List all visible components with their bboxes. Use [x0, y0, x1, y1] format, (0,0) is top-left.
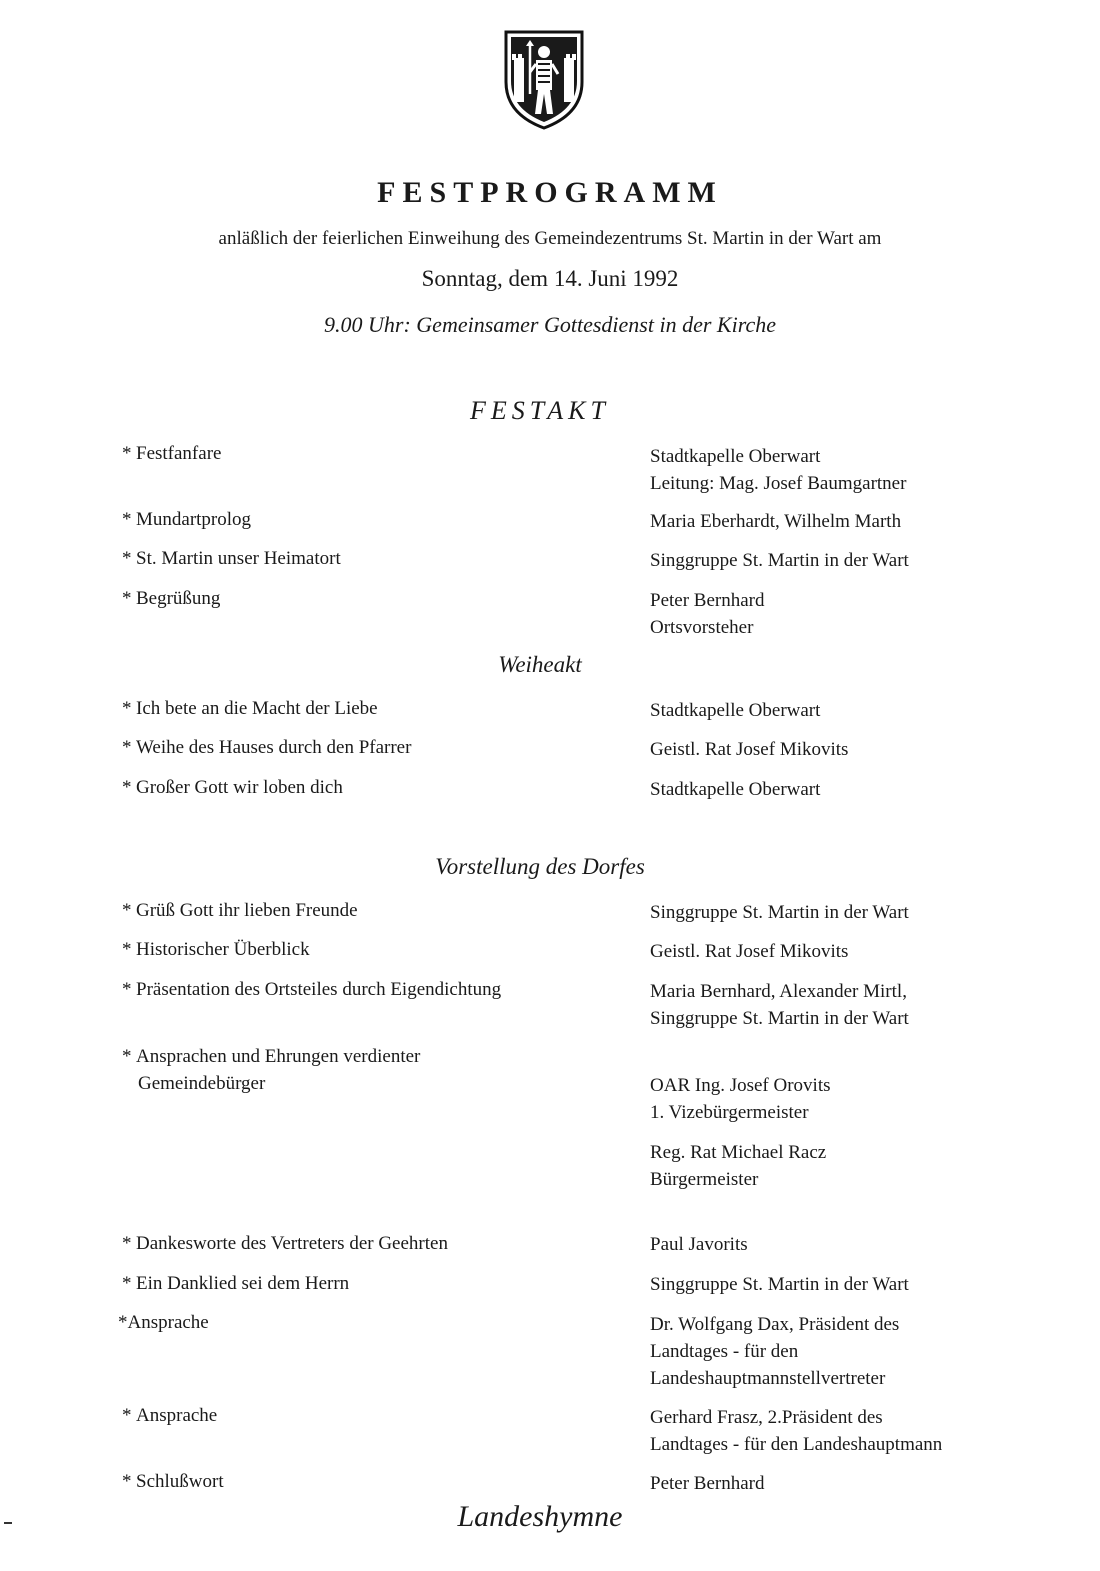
- section-heading-weiheakt: Weiheakt: [498, 652, 582, 677]
- performer: Stadtkapelle Oberwart: [650, 779, 821, 800]
- bullet-marker: *: [122, 1273, 132, 1294]
- performer: Geistl. Rat Josef Mikovits: [650, 941, 849, 962]
- program-item-title: * Präsentation des Ortsteiles durch Eigendichtung: [122, 976, 622, 1003]
- program-item-title: *Ansprache: [118, 1312, 209, 1333]
- program-item-title: * Ein Danklied sei dem Herrn: [122, 1270, 622, 1297]
- program-item-title: * Schlußwort: [122, 1468, 622, 1495]
- bullet-marker: *: [122, 979, 132, 1000]
- program-item-title: * St. Martin unser Heimatort: [122, 545, 622, 572]
- bullet-marker: *: [122, 1046, 132, 1067]
- event-description: anläßlich der feierlichen Einweihung des Gemeindezentrums St. Martin in der Wart am: [218, 228, 882, 249]
- bullet-marker: *: [122, 548, 132, 569]
- bullet-marker: *: [122, 588, 132, 609]
- performer: Singgruppe St. Martin in der Wart: [650, 550, 909, 571]
- performer: Stadtkapelle Oberwart: [650, 700, 821, 721]
- coat-of-arms-icon: [500, 28, 588, 132]
- program-item-title: * Festfanfare: [122, 440, 622, 467]
- program-item-title: * Ansprachen und Ehrungen verdienter Gemeindebürger: [122, 1043, 622, 1097]
- performer: Singgruppe St. Martin in der Wart: [650, 1274, 909, 1295]
- program-item-title: * Historischer Überblick: [122, 936, 622, 963]
- bullet-marker: *: [122, 1405, 132, 1426]
- performer: Dr. Wolfgang Dax, Präsident des Landtages - für den Landeshauptmannstellvertreter: [650, 1314, 900, 1389]
- performer: Maria Bernhard, Alexander Mirtl, Singgruppe St. Martin in der Wart: [650, 981, 909, 1029]
- bullet-marker: *: [122, 1233, 132, 1254]
- bullet-marker: *: [122, 939, 132, 960]
- program-item-title: * Dankesworte des Vertreters der Geehrten: [122, 1230, 622, 1257]
- performer: Geistl. Rat Josef Mikovits: [650, 739, 849, 760]
- program-item-title: * Ansprache: [122, 1402, 622, 1429]
- performer: Gerhard Frasz, 2.Präsident des Landtages - für den Landeshauptmann: [650, 1407, 943, 1455]
- section-heading-festakt: FESTAKT: [470, 396, 610, 425]
- margin-mark: [4, 1522, 12, 1524]
- bullet-marker: *: [122, 900, 132, 921]
- bullet-marker: *: [122, 509, 132, 530]
- performer: Paul Javorits: [650, 1234, 748, 1255]
- program-item-title: * Begrüßung: [122, 585, 622, 612]
- bullet-marker: *: [122, 443, 132, 464]
- performer: Peter Bernhard: [650, 1473, 765, 1494]
- program-item-title: * Weihe des Hauses durch den Pfarrer: [122, 734, 622, 761]
- section-heading-dorf: Vorstellung des Dorfes: [435, 854, 645, 879]
- program-title: FESTPROGRAMM: [377, 176, 723, 209]
- performer: Maria Eberhardt, Wilhelm Marth: [650, 511, 902, 532]
- section-heading-landeshymne: Landeshymne: [457, 1500, 623, 1533]
- performer: Singgruppe St. Martin in der Wart: [650, 902, 909, 923]
- bullet-marker: *: [122, 698, 132, 719]
- bullet-marker: *: [122, 777, 132, 798]
- church-service-note: 9.00 Uhr: Gemeinsamer Gottesdienst in der Kirche: [324, 312, 776, 337]
- performer: Peter Bernhard Ortsvorsteher: [650, 590, 765, 638]
- performer: Stadtkapelle Oberwart Leitung: Mag. Josef Baumgartner: [650, 446, 907, 494]
- bullet-marker: *: [122, 1471, 132, 1492]
- bullet-marker: *: [118, 1312, 128, 1333]
- program-item-title: * Großer Gott wir loben dich: [122, 774, 622, 801]
- program-item-title: * Mundartprolog: [122, 506, 622, 533]
- event-date: Sonntag, dem 14. Juni 1992: [421, 266, 679, 291]
- performer: OAR Ing. Josef Orovits 1. Vizebürgermeister: [650, 1075, 831, 1123]
- performer: Reg. Rat Michael Racz Bürgermeister: [650, 1142, 827, 1190]
- program-item-title: * Grüß Gott ihr lieben Freunde: [122, 897, 622, 924]
- bullet-marker: *: [122, 737, 132, 758]
- program-item-title: * Ich bete an die Macht der Liebe: [122, 695, 622, 722]
